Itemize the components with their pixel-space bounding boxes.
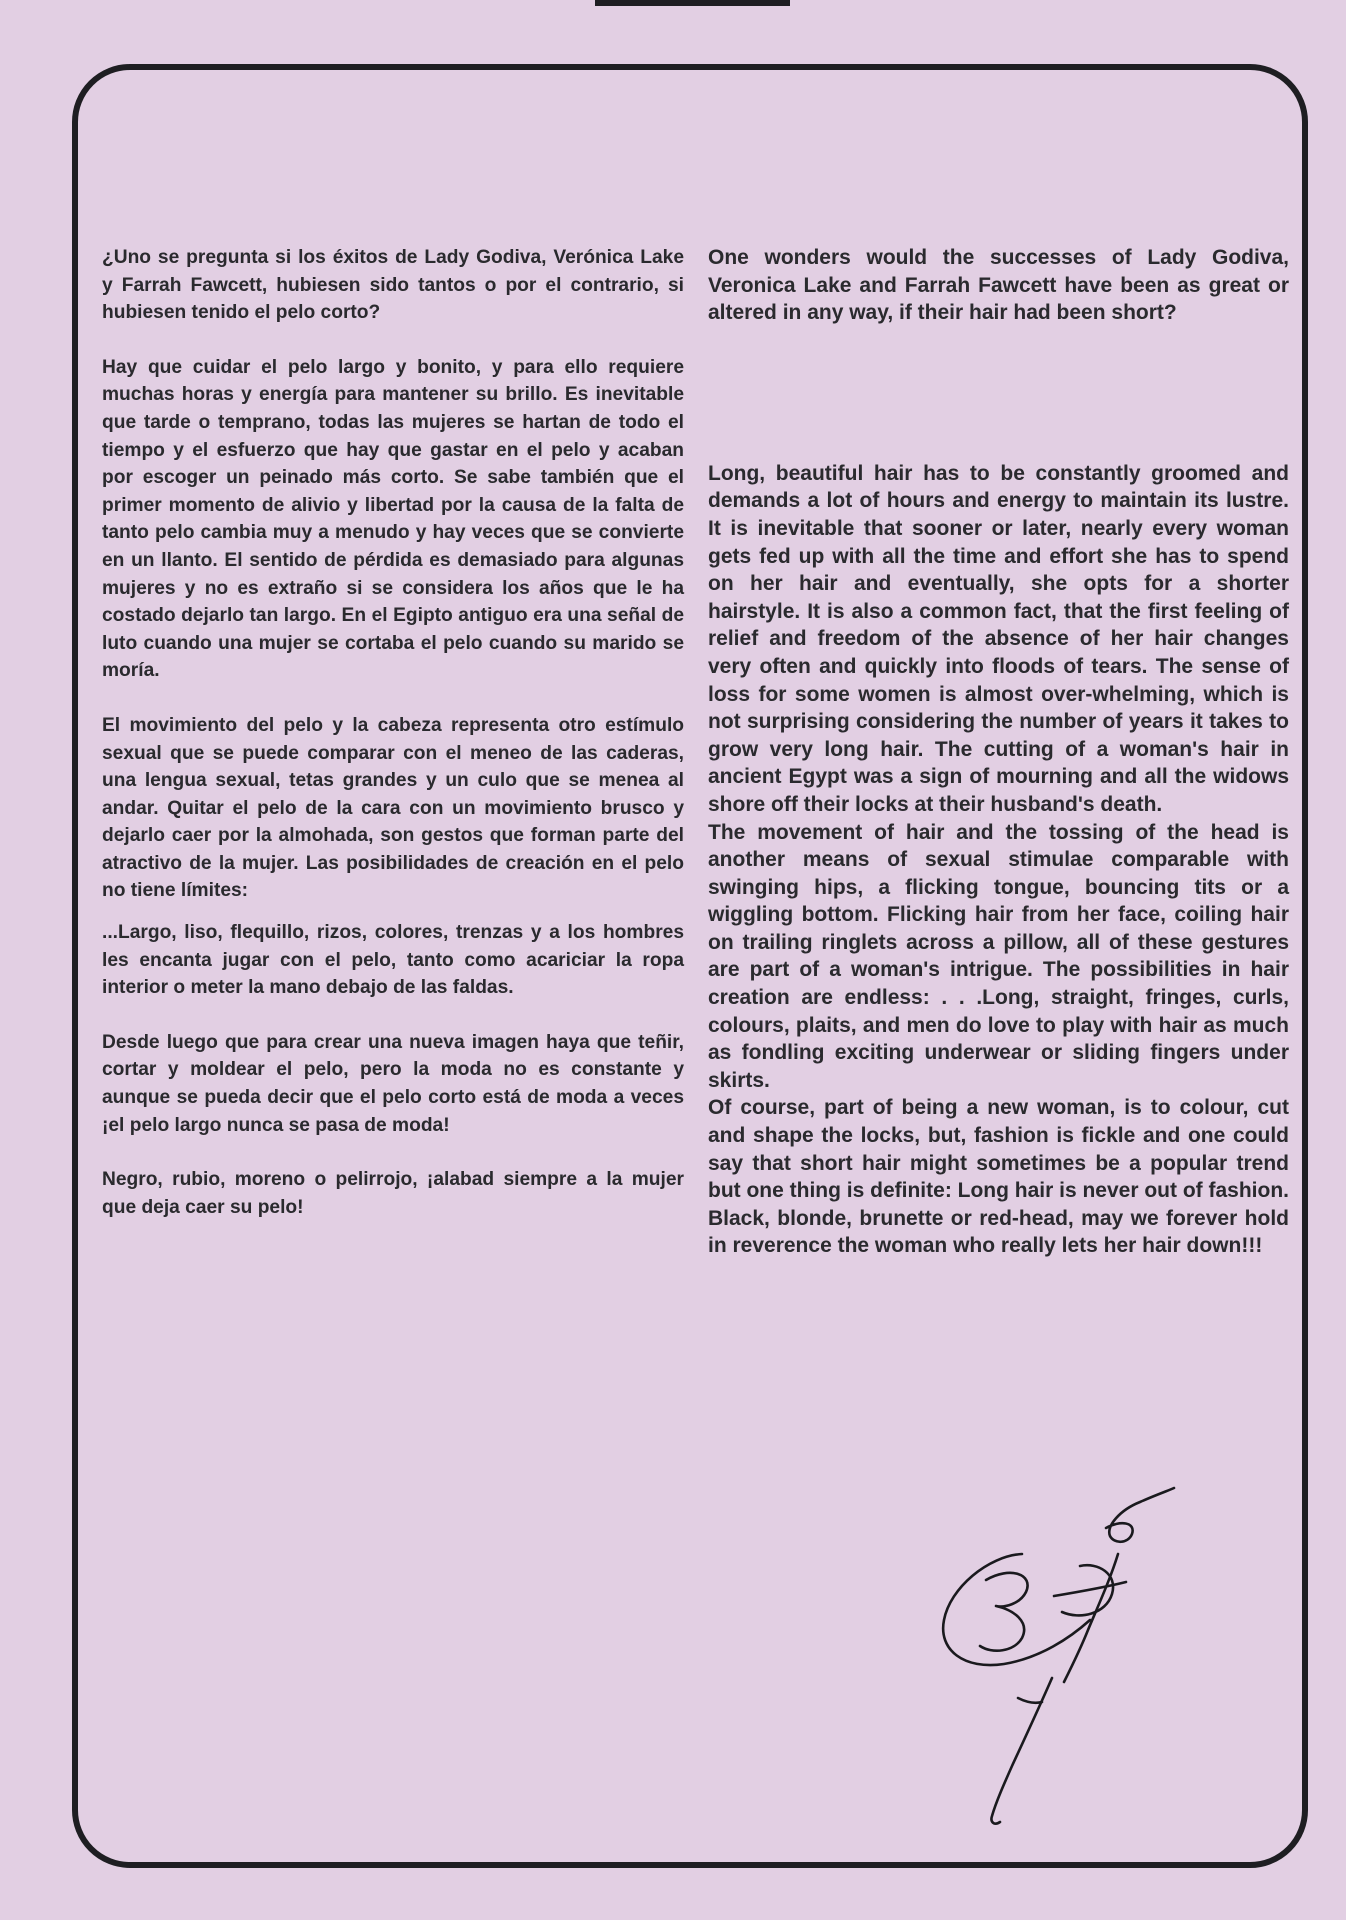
spanish-paragraph-1: ¿Uno se pregunta si los éxitos de Lady Godiva, Verónica Lake y Farrah Fawcett, hubiesen sido tantos o por el contrario, si hubiesen tenido el pelo corto? [102,247,684,324]
english-column [708,244,1289,1260]
top-edge-tab [595,0,790,6]
handwritten-signature-icon [930,1470,1190,1830]
spanish-paragraph-3: El movimiento del pelo y la cabeza representa otro estímulo sexual que se puede comparar con el meneo de las caderas, una lengua sexual, tetas grandes y un culo que se menea al andar. Quitar el pelo de la cara con un movimiento brusco y dejarlo caer por la almohada, son gestos que forman parte del atractivo de la mujer. Las posibilidades de creación en el pelo no tiene límites: [102,714,684,902]
spanish-paragraph-6: Negro, rubio, moreno o pelirrojo, ¡alabad siempre a la mujer que deja caer su pelo! [102,1169,684,1218]
spanish-paragraph-5: Desde luego que para crear una nueva imagen haya que teñir, cortar y moldear el pelo, pero la moda no es constante y aunque se pueda decir que el pelo corto está de moda a veces ¡el pelo largo nunca se pasa de moda! [102,1031,684,1136]
english-paragraph-3: The movement of hair and the tossing of the head is another means of sexual stimulae comparable with swinging hips, a flicking tongue, bouncing tits or a wiggling bottom. Flicking hair from her face, coiling hair on trailing ringlets across a pillow, all of these gestures are part of a woman's intrigue. The possibilities in hair creation are endless: . . .Long, straight, fringes, curls, colours, plaits, and men do love to play with hair as much as fondling exciting underwear or sliding fingers under skirts. [708,820,1289,1092]
spanish-column [102,244,684,1221]
spanish-paragraph-2: Hay que cuidar el pelo largo y bonito, y para ello requiere muchas horas y energía para mantener su brillo. Es inevitable que tarde o temprano, todas las mujeres se hartan de todo el tiempo y el esfuerzo que hay que gastar en el pelo y acaban por escoger un peinado más corto. Se sabe también que el primer momento de alivio y libertad por la causa de la falta de tanto pelo cambia muy a menudo y hay veces que se convierte en un llanto. El sentido de pérdida es demasiado para algunas mujeres y no es extraño si se considera los años que le ha costado dejarlo tan largo. En el Egipto antiguo era una señal de luto cuando una mujer se cortaba el pelo cuando su marido se moría. [102,356,684,682]
english-paragraph-5: Black, blonde, brunette or red-head, may we forever hold in reverence the woman who really lets her hair down!!! [708,1206,1289,1258]
english-paragraph-1: One wonders would the successes of Lady Godiva, Veronica Lake and Farrah Fawcett have been as great or altered in any way, if their hair had been short? [708,246,1289,325]
english-paragraph-2: Long, beautiful hair has to be constantly groomed and demands a lot of hours and energy to maintain its lustre. It is inevitable that sooner or later, nearly every woman gets fed up with all the time and effort she has to spend on her hair and eventually, she opts for a shorter hairstyle. It is also a common fact, that the first feeling of relief and freedom of the absence of her hair changes very often and quickly into floods of tears. The sense of loss for some women is almost over-whelming, which is not surprising considering the number of years it takes to grow very long hair. The cutting of a woman's hair in ancient Egypt was a sign of mourning and all the widows shore off their locks at their husband's death. [708,461,1289,816]
english-paragraph-4: Of course, part of being a new woman, is to colour, cut and shape the locks, but, fashion is fickle and one could say that short hair might sometimes be a popular trend but one thing is definite: Long hair is never out of fashion. [708,1096,1289,1203]
spanish-paragraph-4: ...Largo, liso, flequillo, rizos, colores, trenzas y a los hombres les encanta jugar con el pelo, tanto como acariciar la ropa interior o meter la mano debajo de las faldas. [102,922,684,999]
